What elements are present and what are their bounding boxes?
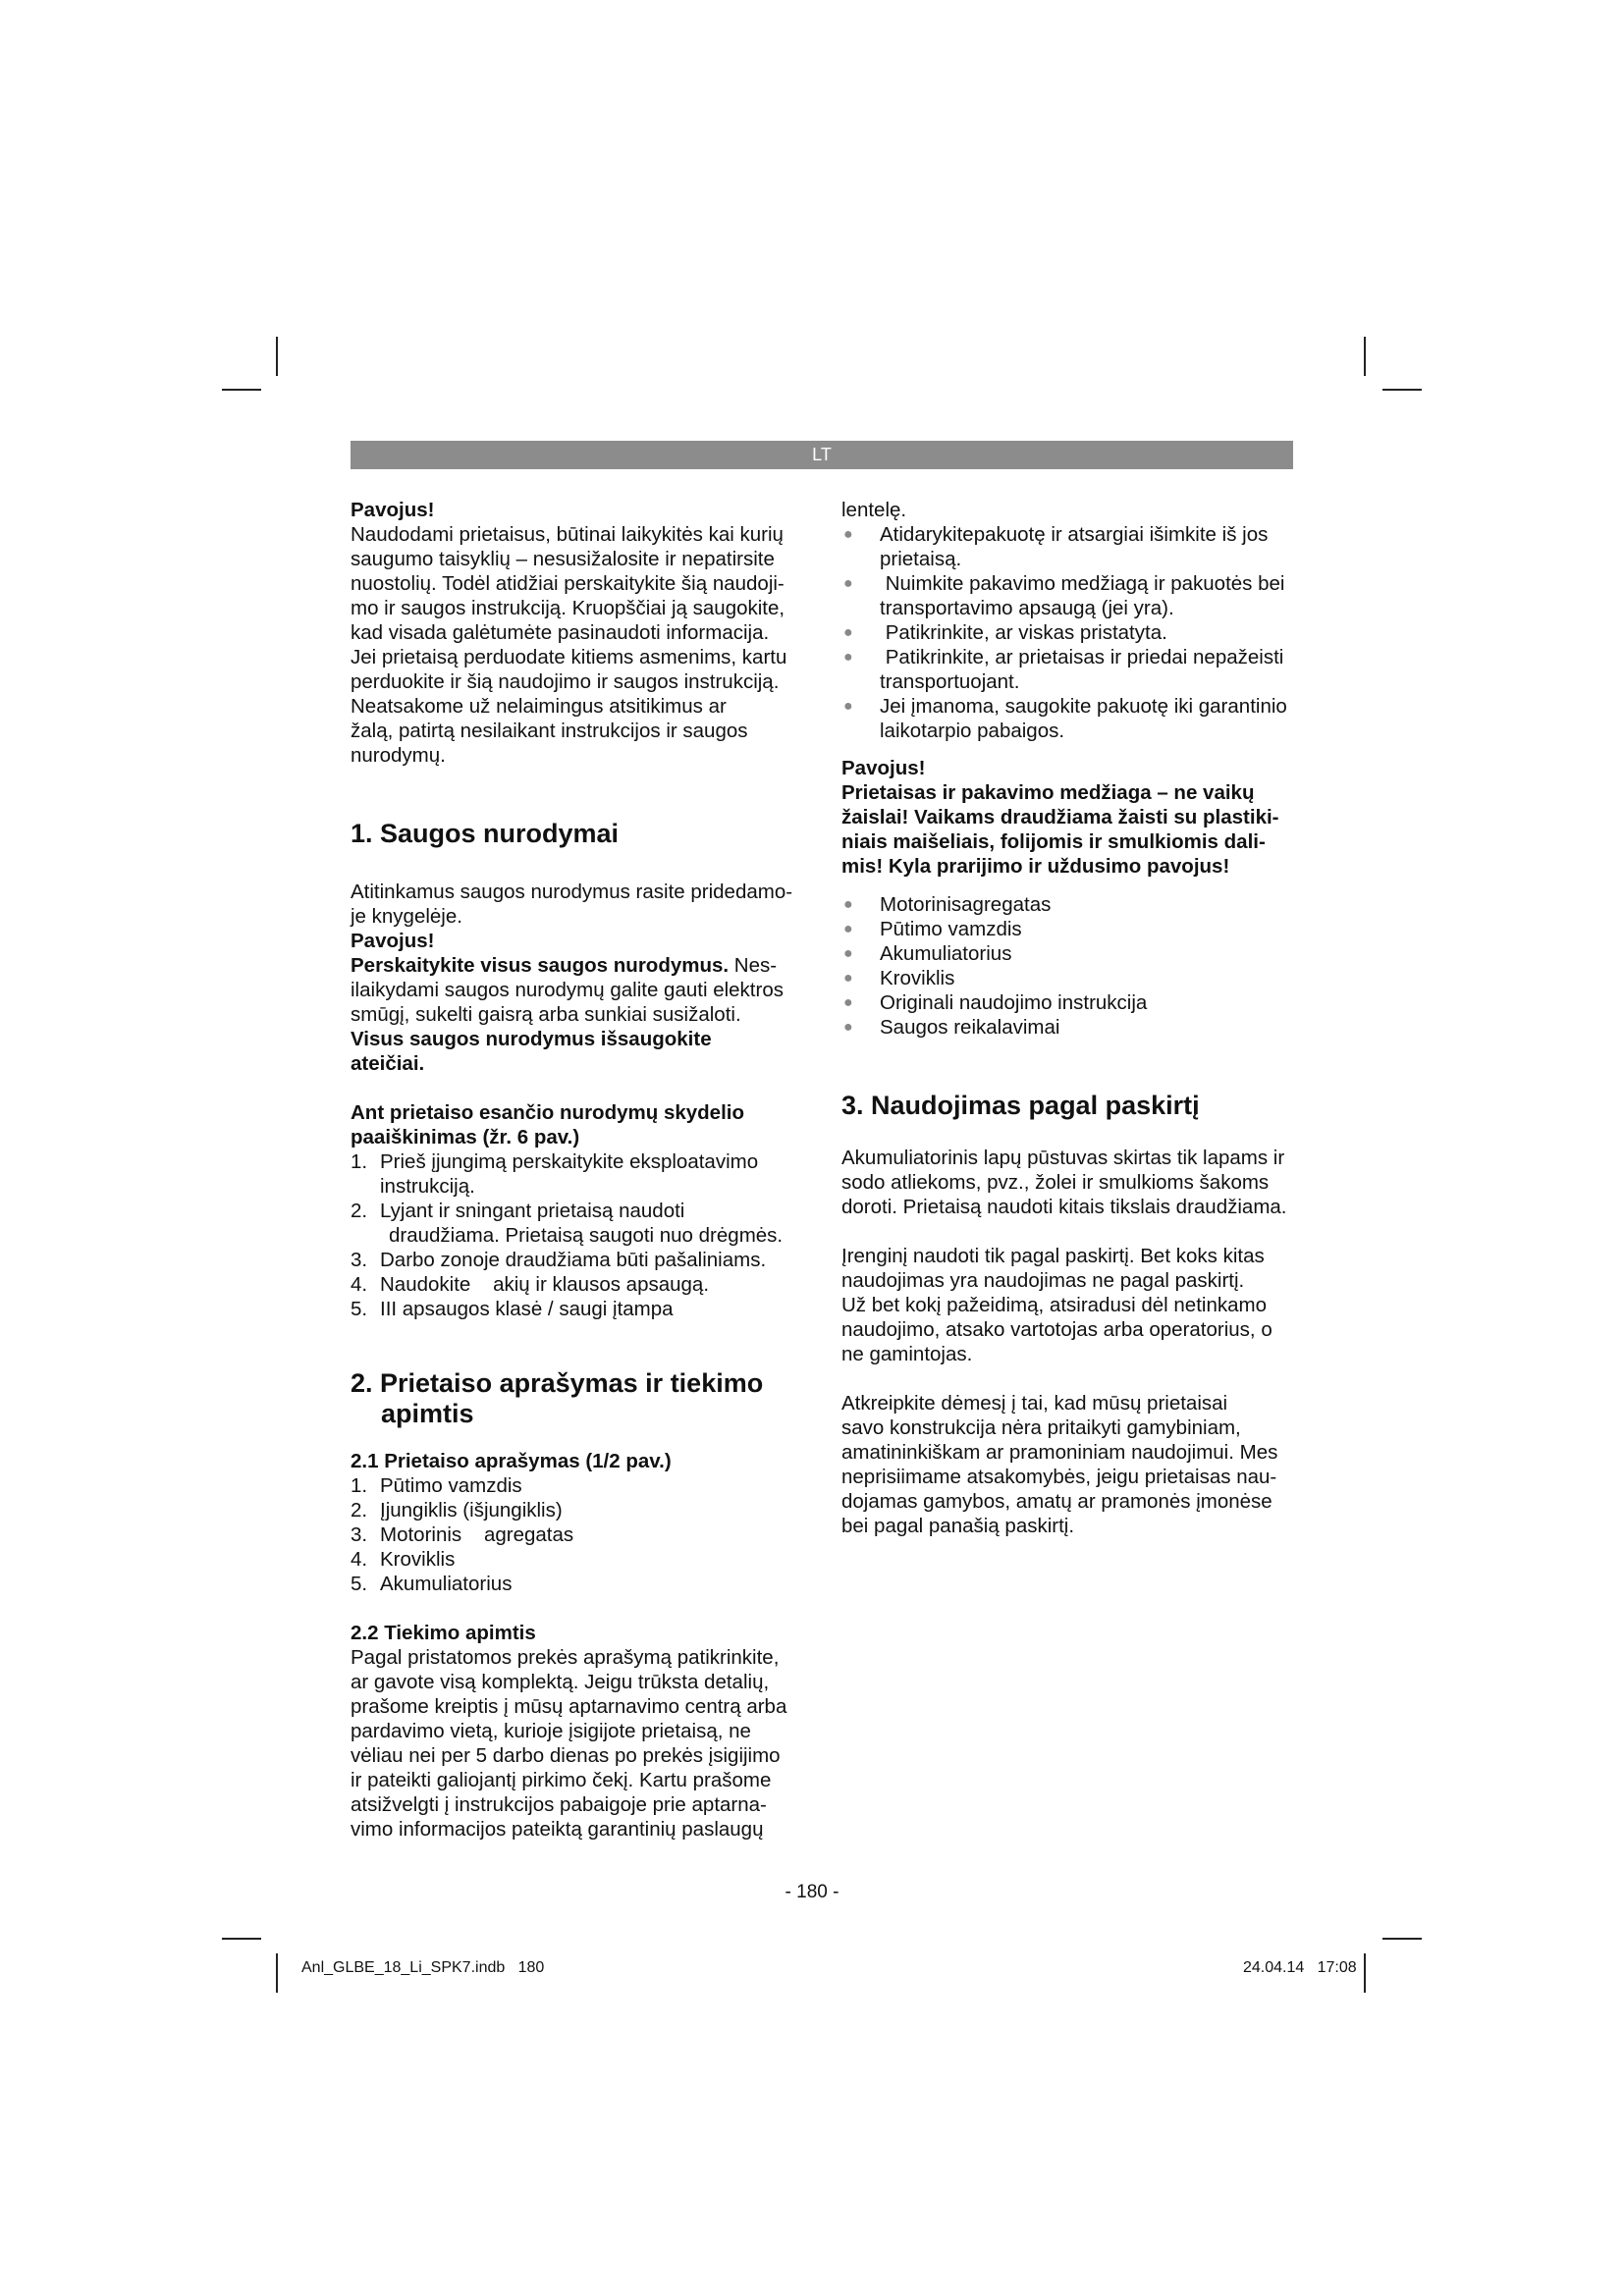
paragraph xyxy=(841,1146,1295,1219)
text-line: dojamas gamybos, amatų ar pramonės įmonėse xyxy=(841,1490,1272,1513)
bullet-icon: ● xyxy=(843,698,853,715)
text-line: pardavimo vietą, kurioje įsigijote prietaisą, ne xyxy=(351,1720,751,1742)
list-item xyxy=(841,1015,1295,1040)
text-line: Įrenginį naudoti tik pagal paskirtį. Bet koks kitas xyxy=(841,1245,1265,1267)
list-text: Kroviklis xyxy=(880,967,955,989)
list-item xyxy=(841,645,1295,694)
text-line: ilaikydami saugos nurodymų galite gauti elektros xyxy=(351,979,784,1001)
crop-mark xyxy=(276,337,278,376)
text-line: vėliau nei per 5 darbo dienas po prekės įsigijimo xyxy=(351,1744,781,1767)
warning-title: Pavojus! xyxy=(351,930,435,952)
text-line: Neatsakome už nelaimingus atsitikimus ar xyxy=(351,695,727,718)
crop-mark xyxy=(276,1953,278,1993)
footer-file-name: Anl_GLBE_18_Li_SPK7.indb 180 xyxy=(301,1959,545,1976)
list-text: Motorinisagregatas xyxy=(880,893,1052,916)
text-line: nuostolių. Todėl atidžiai perskaitykite šią naudoji- xyxy=(351,572,785,595)
paragraph xyxy=(841,1244,1295,1366)
text-fragment: Nes- xyxy=(729,954,778,977)
list-number: 2. xyxy=(351,1499,368,1522)
text-line: perduokite ir šią naudojimo ir saugos instrukciją. xyxy=(351,670,780,693)
text-line: mo ir saugos instrukciją. Kruopščiai ją saugokite, xyxy=(351,597,785,619)
text-line: atsižvelgti į instrukcijos pabaigoje prie aptarna- xyxy=(351,1793,767,1816)
list-text: Akumuliatorius xyxy=(380,1573,513,1595)
label-heading xyxy=(351,1100,804,1149)
list-number: 3. xyxy=(351,1249,368,1271)
list-item xyxy=(841,694,1295,743)
text-line: Prieš įjungimą perskaitykite eksploatavimo xyxy=(380,1150,759,1173)
list-number: 1. xyxy=(351,1150,368,1173)
bold-lead: Perskaitykite visus saugos nurodymus. xyxy=(351,954,730,977)
text-line: savo konstrukcija nėra pritaikyti gamybiniam, xyxy=(841,1416,1241,1439)
crop-mark xyxy=(1364,337,1366,376)
text-line: Akumuliatorinis lapų pūstuvas skirtas tik lapams ir xyxy=(841,1147,1285,1169)
text-line: Atidarykitepakuotę ir atsargiai išimkite iš jos xyxy=(880,523,1269,546)
list-item xyxy=(351,1522,804,1547)
text-line: ateičiai. xyxy=(351,1052,425,1075)
text-line: neprisiimame atsakomybės, jeigu prietaisas nau- xyxy=(841,1466,1277,1488)
text-line: Lyjant ir sningant prietaisą naudoti xyxy=(380,1200,685,1222)
list-text: Akumuliatorius xyxy=(880,942,1012,965)
list-text: Įjungiklis (išjungiklis) xyxy=(380,1499,563,1522)
list-text: Kroviklis xyxy=(380,1548,456,1571)
crop-mark xyxy=(222,1938,261,1940)
list-number: 5. xyxy=(351,1298,368,1320)
left-column xyxy=(351,498,804,1842)
page-number: - 180 - xyxy=(785,1882,839,1902)
text-line: Atitinkamus saugos nurodymus rasite pridedamo- xyxy=(351,881,793,903)
list-item xyxy=(841,522,1295,571)
delivery-paragraph xyxy=(351,1645,804,1842)
bullet-icon: ● xyxy=(843,624,853,641)
text-line: transportavimo apsaugą (jei yra). xyxy=(880,597,1174,619)
text-line: naudojimas yra naudojimas ne pagal paskirtį. xyxy=(841,1269,1245,1292)
warning-title: Pavojus! xyxy=(351,499,435,521)
list-item xyxy=(841,917,1295,941)
text-line: vimo informacijos pateiktą garantinių paslaugų xyxy=(351,1818,764,1841)
text-line: paaiškinimas (žr. 6 pav.) xyxy=(351,1126,580,1148)
text-line: kad visada galėtumėte pasinaudoti informacija. xyxy=(351,621,770,644)
list-item xyxy=(841,892,1295,917)
text-line: Darbo zonoje draudžiama būti pašaliniams. xyxy=(380,1249,767,1271)
warning-body xyxy=(351,522,804,768)
text-line: je knygelėje. xyxy=(351,905,462,928)
crop-mark xyxy=(1364,1953,1366,1993)
list-item xyxy=(351,1473,804,1498)
text-line xyxy=(351,953,804,978)
text-line: Nuimkite pakavimo medžiagą ir pakuotės bei xyxy=(880,572,1285,595)
text-line: lentelę. xyxy=(841,499,907,521)
text-line: Jei įmanoma, saugokite pakuotę iki garantinio xyxy=(880,695,1287,718)
warning-body xyxy=(841,780,1295,879)
text-line: instrukciją. xyxy=(380,1175,475,1198)
unpacking-list xyxy=(841,522,1295,743)
text-line: Ant prietaiso esančio nurodymų skydelio xyxy=(351,1101,744,1124)
list-item xyxy=(351,1297,804,1321)
text-line: Naudokite akių ir klausos apsaugą. xyxy=(380,1273,710,1296)
list-item xyxy=(841,990,1295,1015)
parts-list xyxy=(351,1473,804,1596)
bullet-icon: ● xyxy=(843,896,853,913)
list-item xyxy=(351,1272,804,1297)
text-line: laikotarpio pabaigos. xyxy=(880,720,1065,742)
list-item xyxy=(351,1149,804,1199)
text-line: Visus saugos nurodymus išsaugokite xyxy=(351,1028,712,1050)
bullet-icon: ● xyxy=(843,945,853,962)
crop-mark xyxy=(1382,389,1422,391)
text-line: Patikrinkite, ar prietaisas ir priedai nepažeisti xyxy=(880,646,1284,668)
section-heading-intended-use: 3. Naudojimas pagal paskirtį xyxy=(841,1091,1200,1120)
list-number: 4. xyxy=(351,1548,368,1571)
bullet-icon: ● xyxy=(843,970,853,987)
language-code: LT xyxy=(812,445,832,464)
crop-mark xyxy=(222,389,261,391)
list-item xyxy=(841,571,1295,620)
list-item xyxy=(841,966,1295,990)
contents-list xyxy=(841,892,1295,1040)
text-line: doroti. Prietaisą naudoti kitais tikslais draudžiama. xyxy=(841,1196,1287,1218)
text-line: saugumo taisyklių – nesusižalosite ir nepatirsite xyxy=(351,548,775,570)
list-number: 2. xyxy=(351,1200,368,1222)
text-line: mis! Kyla prarijimo ir uždusimo pavojus! xyxy=(841,855,1230,878)
list-text: Pūtimo vamzdis xyxy=(880,918,1022,940)
section-heading-description: 2. Prietaiso aprašymas ir tiekimo apimtis xyxy=(351,1368,764,1428)
text-line: bei pagal panašią paskirtį. xyxy=(841,1515,1075,1537)
list-item xyxy=(841,941,1295,966)
right-column xyxy=(841,498,1295,1538)
list-number: 1. xyxy=(351,1474,368,1497)
text-line: draudžiama. Prietaisą saugoti nuo drėgmės. xyxy=(389,1224,784,1247)
label-list xyxy=(351,1149,804,1321)
subsection-heading: 2.1 Prietaiso aprašymas (1/2 pav.) xyxy=(351,1450,672,1472)
text-line: Atkreipkite dėmesį į tai, kad mūsų prietaisai xyxy=(841,1392,1228,1415)
bullet-icon: ● xyxy=(843,575,853,592)
text-line: amatininkiškam ar pramoniniam naudojimui. Mes xyxy=(841,1441,1278,1464)
text-line: Už bet kokį pažeidimą, atsiradusi dėl netinkamo xyxy=(841,1294,1267,1316)
text-line: Pagal pristatomos prekės aprašymą patikrinkite, xyxy=(351,1646,780,1669)
list-number: 5. xyxy=(351,1573,368,1595)
subsection-heading: 2.2 Tiekimo apimtis xyxy=(351,1622,536,1644)
text-line: prietaisą. xyxy=(880,548,962,570)
list-number: 4. xyxy=(351,1273,368,1296)
text-line: ne gamintojas. xyxy=(841,1343,973,1365)
list-item xyxy=(841,620,1295,645)
text-line: Patikrinkite, ar viskas pristatyta. xyxy=(880,621,1167,644)
text-line: naudojimo, atsako vartotojas arba operatorius, o xyxy=(841,1318,1272,1341)
bullet-icon: ● xyxy=(843,1019,853,1036)
text-line: smūgį, sukelti gaisrą arba sunkiai susižaloti. xyxy=(351,1003,741,1026)
list-text: Saugos reikalavimai xyxy=(880,1016,1060,1039)
list-item xyxy=(351,1498,804,1522)
list-number: 3. xyxy=(351,1523,368,1546)
list-text: Originali naudojimo instrukcija xyxy=(880,991,1148,1014)
text-line: žalą, patirtą nesilaikant instrukcijos ir saugos xyxy=(351,720,748,742)
section-heading-safety: 1. Saugos nurodymai xyxy=(351,819,620,848)
text-line: Jei prietaisą perduodate kitiems asmenims, kartu xyxy=(351,646,787,668)
bullet-icon: ● xyxy=(843,526,853,543)
text-line: III apsaugos klasė / saugi įtampa xyxy=(380,1298,674,1320)
bullet-icon: ● xyxy=(843,921,853,937)
warning-title: Pavojus! xyxy=(841,757,926,779)
text-line: ar gavote visą komplektą. Jeigu trūksta detalių, xyxy=(351,1671,770,1693)
text-line: žaislai! Vaikams draudžiama žaisti su plastiki- xyxy=(841,806,1279,828)
text-line: prašome kreiptis į mūsų aptarnavimo centrą arba xyxy=(351,1695,787,1718)
list-text: Pūtimo vamzdis xyxy=(380,1474,522,1497)
footer-timestamp: 24.04.14 17:08 xyxy=(1243,1959,1357,1976)
text-line: Prietaisas ir pakavimo medžiaga – ne vaikų xyxy=(841,781,1255,804)
paragraph xyxy=(841,1391,1295,1538)
text-line: nurodymų. xyxy=(351,744,446,767)
text-line: ir pateikti galiojantį pirkimo čekį. Kartu prašome xyxy=(351,1769,772,1791)
list-item xyxy=(351,1248,804,1272)
list-item xyxy=(351,1199,804,1248)
list-item xyxy=(351,1547,804,1572)
bullet-icon: ● xyxy=(843,994,853,1011)
crop-mark xyxy=(1382,1938,1422,1940)
text-line: transportuojant. xyxy=(880,670,1020,693)
text-line: sodo atliekoms, pvz., žolei ir smulkioms šakoms xyxy=(841,1171,1270,1194)
list-text: Motorinis agregatas xyxy=(380,1523,574,1546)
list-item xyxy=(351,1572,804,1596)
bullet-icon: ● xyxy=(843,649,853,666)
text-line: Naudodami prietaisus, būtinai laikykitės kai kurių xyxy=(351,523,784,546)
language-header-bar xyxy=(351,441,1293,469)
text-line: niais maišeliais, folijomis ir smulkiomis dali- xyxy=(841,830,1266,853)
